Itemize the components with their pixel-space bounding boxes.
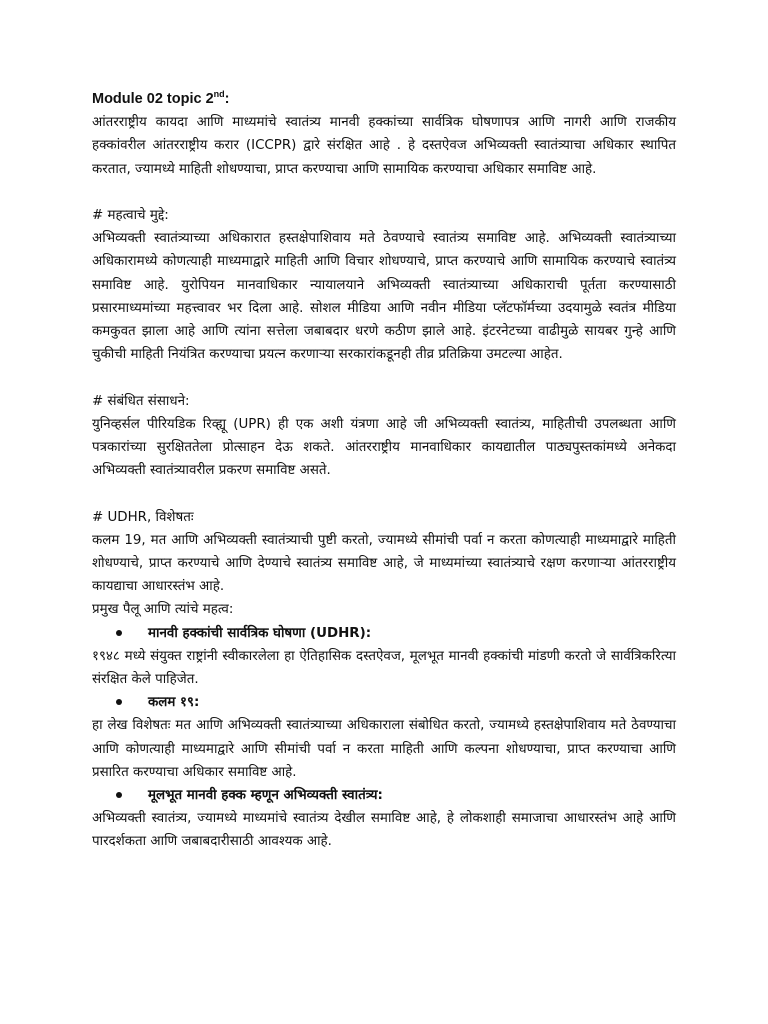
list-item (92, 691, 676, 714)
bullet-dot-icon (116, 630, 122, 636)
bullet-dot-icon (116, 792, 122, 798)
title-text: Module 02 topic 2 (92, 91, 214, 107)
aspects-list (92, 622, 676, 645)
bullet-title: कलम १९: (148, 695, 200, 711)
intro-paragraph: आंतरराष्ट्रीय कायदा आणि माध्यमांचे स्वातंत्र्य मानवी हक्कांच्या सार्वत्रिक घोषणापत्र आणि नागरी आणि राजकीय हक्कांवरील आंतरराष्ट्रीय करार (ICCPR) द्वारे संरक्षित आहे . हे दस्तऐवज अभिव्यक्ती स्वातंत्र्याचा अधिकार स्थापित करतात, ज्यामध्ये माहिती शोधण्याचा, प्राप्त करण्याचा आणि सामायिक करण्याचा अधिकार समाविष्ट आहे. (92, 115, 676, 177)
key-points-paragraph: अभिव्यक्ती स्वातंत्र्याच्या अधिकारात हस्तक्षेपाशिवाय मते ठेवण्याचे स्वातंत्र्य समाविष्ट आहे. अभिव्यक्ती स्वातंत्र्याच्या अधिकारामध्ये कोणत्याही माध्यमाद्वारे माहिती आणि विचार शोधण्याचे, प्राप्त करण्याचे आणि सामायिक करण्याचे स्वातंत्र्य समाविष्ट आहे. युरोपियन मानवाधिकार न्यायालयाने अभिव्यक्ती स्वातंत्र्याच्या अधिकाराची पूर्तता करण्यासाठी प्रसारमाध्यमांच्या महत्त्वावर भर दिला आहे. सोशल मीडिया आणि नवीन मीडिया प्लॅटफॉर्मच्या उदयामुळे स्वतंत्र मीडिया कमकुवत झाला आहे आणि त्यांना सत्तेला जबाबदार धरणे कठीण झाले आहे. इंटरनेटच्या वाढीमुळे सायबर गुन्हे आणि चुकीची माहिती नियंत्रित करण्याचा प्रयत्न करणाऱ्या सरकारांकडूनही तीव्र प्रतिक्रिया उमटल्या आहेत. (92, 231, 676, 363)
document-page (92, 88, 676, 854)
section-heading-key-points: # महत्वाचे मुद्दे: (92, 208, 169, 223)
bullet-title: मानवी हक्कांची सार्वत्रिक घोषणा (UDHR): (148, 625, 372, 641)
bullet-title: मूलभूत मानवी हक्क म्हणून अभिव्यक्ती स्वातंत्र्य: (148, 788, 383, 804)
resources-paragraph: युनिव्हर्सल पीरियडिक रिव्ह्यू (UPR) ही एक अशी यंत्रणा आहे जी अभिव्यक्ती स्वातंत्र्य, माहितीची उपलब्धता आणि पत्रकारांच्या सुरक्षिततेला प्रोत्साहन देऊ शकते. आंतरराष्ट्रीय मानवाधिकार कायद्यातील पाठ्यपुस्तकांमध्ये अनेकदा अभिव्यक्ती स्वातंत्र्यावरील प्रकरण समाविष्ट असते. (92, 416, 676, 479)
list-item (92, 622, 676, 645)
aspects-list (92, 691, 676, 714)
bullet-body: हा लेख विशेषतः मत आणि अभिव्यक्ती स्वातंत्र्याच्या अधिकाराला संबोधित करतो, ज्यामध्ये हस्तक्षेपाशिवाय मते ठेवण्याचा आणि कोणत्याही माध्यमाद्वारे आणि सीमांची पर्वा न करता माहिती आणि कल्पना शोधण्याचा, प्राप्त करण्याचा आणि प्रसारित करण्याचा अधिकार समाविष्ट आहे. (92, 718, 676, 780)
spacer (92, 482, 676, 505)
document-title (92, 88, 676, 111)
udhr-paragraph: कलम 19, मत आणि अभिव्यक्ती स्वातंत्र्याची पुष्टी करतो, ज्यामध्ये सीमांची पर्वा न करता कोणत्याही माध्यमाद्वारे माहिती शोधण्याचे, प्राप्त करण्याचे आणि देण्याचे स्वातंत्र्य समाविष्ट आहे, जे माध्यमांच्या स्वातंत्र्याचे रक्षण करणाऱ्या आंतरराष्ट्रीय कायद्याचा आधारस्तंभ आहे. (92, 532, 676, 595)
title-colon: : (224, 91, 230, 107)
title-superscript: nd (213, 89, 225, 100)
bullet-body: १९४८ मध्ये संयुक्त राष्ट्रांनी स्वीकारलेला हा ऐतिहासिक दस्तऐवज, मूलभूत मानवी हक्कांची मांडणी करतो जे सार्वत्रिकरित्या संरक्षित केले पाहिजेत. (92, 648, 676, 688)
aspects-list (92, 784, 676, 807)
bullet-body: अभिव्यक्ती स्वातंत्र्य, ज्यामध्ये माध्यमांचे स्वातंत्र्य देखील समाविष्ट आहे, हे लोकशाही समाजाचा आधारस्तंभ आहे आणि पारदर्शकता आणि जबाबदारीसाठी आवश्यक आहे. (92, 811, 676, 850)
section-heading-resources: # संबंधित संसाधने: (92, 393, 190, 409)
list-item (92, 784, 676, 807)
section-heading-udhr: # UDHR, विशेषतः (92, 509, 194, 525)
spacer (92, 366, 676, 389)
spacer (92, 181, 676, 204)
aspects-heading: प्रमुख पैलू आणि त्यांचे महत्व: (92, 602, 234, 618)
